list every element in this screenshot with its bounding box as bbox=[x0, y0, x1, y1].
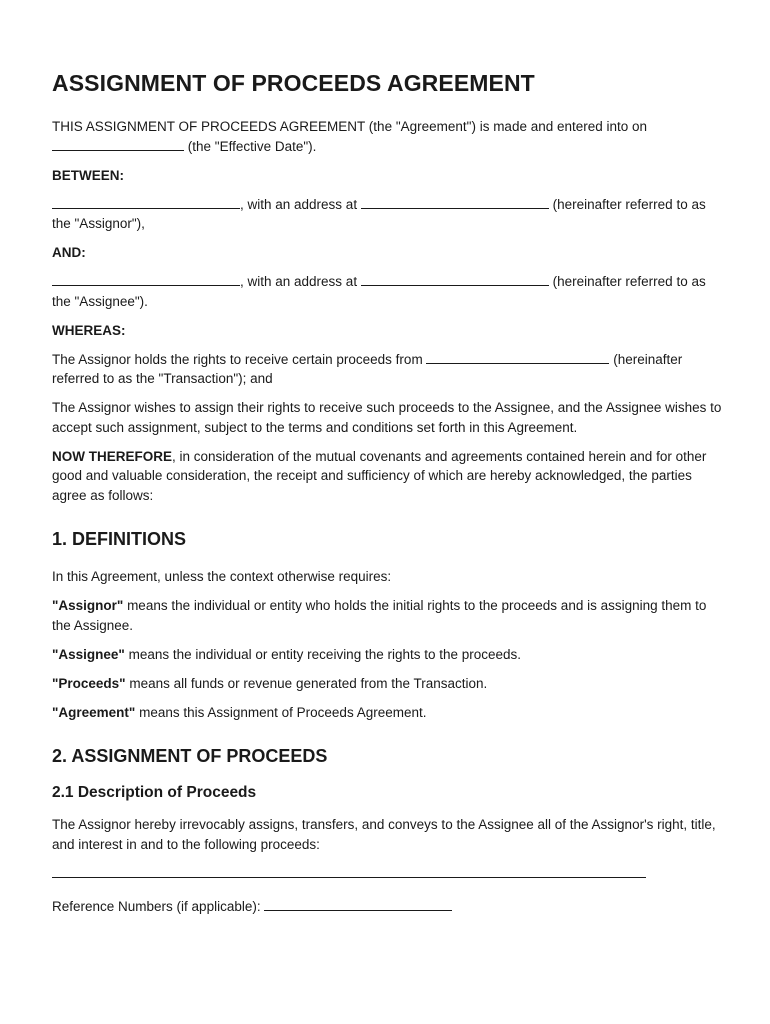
proceeds-description-blank[interactable] bbox=[52, 864, 646, 878]
definition-term: "Assignor" bbox=[52, 598, 124, 613]
assignor-paragraph bbox=[52, 195, 724, 234]
definition-item bbox=[52, 674, 724, 694]
document-title: ASSIGNMENT OF PROCEEDS AGREEMENT bbox=[52, 70, 535, 96]
intro-text-2: (the "Effective Date"). bbox=[187, 138, 317, 154]
assignor-address-blank[interactable] bbox=[361, 196, 549, 209]
whereas-1-text-2: (hereinafter referred to as the "Transaction"); and bbox=[52, 351, 683, 386]
section-2-heading: 2. ASSIGNMENT OF PROCEEDS bbox=[52, 746, 328, 766]
definition-text: means this Assignment of Proceeds Agreement. bbox=[135, 704, 427, 720]
now-therefore-text: , in consideration of the mutual covenants and agreements contained herein and for other good and valuable consideration, the receipt and sufficiency of which are hereby acknowledged, the parties agree as follows: bbox=[52, 448, 707, 503]
whereas-paragraph-1 bbox=[52, 350, 724, 389]
assignee-address-text: , with an address at bbox=[240, 274, 358, 289]
assignee-hereinafter-text: (hereinafter referred bbox=[552, 274, 673, 289]
now-therefore-bold: NOW THEREFORE bbox=[52, 448, 172, 464]
section-2-1-text: The Assignor hereby irrevocably assigns, transfers, and conveys to the Assignee all of the Assignor's right, title, and interest in and to the following proceeds: bbox=[52, 817, 716, 852]
definition-term: "Agreement" bbox=[52, 704, 136, 720]
transaction-blank[interactable] bbox=[426, 351, 609, 364]
definition-text: means all funds or revenue generated from the Transaction. bbox=[125, 675, 488, 691]
assignee-name-blank[interactable] bbox=[52, 273, 240, 286]
section-1-heading: 1. DEFINITIONS bbox=[52, 529, 187, 549]
definition-text: means the individual or entity who holds the initial rights to the proceeds and is assigning them to the Assignee. bbox=[52, 598, 707, 633]
section-2-1-heading: 2.1 Description of Proceeds bbox=[52, 784, 257, 801]
assignor-name-blank[interactable] bbox=[52, 196, 240, 209]
whereas-label: WHEREAS: bbox=[52, 322, 126, 338]
effective-date-blank[interactable] bbox=[52, 138, 184, 151]
whereas-paragraph-2: The Assignor wishes to assign their rights to receive such proceeds to the Assignee, and the Assignee wishes to accept such assignment, subject to the terms and conditions set forth in this Agreement. bbox=[52, 400, 722, 435]
intro-text: THIS ASSIGNMENT OF PROCEEDS AGREEMENT (the "Agreement") is made and entered into on bbox=[52, 119, 648, 134]
now-therefore-paragraph bbox=[52, 447, 724, 506]
between-label: BETWEEN: bbox=[52, 167, 124, 183]
and-label: AND: bbox=[52, 245, 86, 260]
definition-text: means the individual or entity receiving the rights to the proceeds. bbox=[124, 646, 522, 662]
definition-item bbox=[52, 596, 724, 635]
definition-item bbox=[52, 645, 724, 665]
assignee-tail-text: to as the "Assignee"). bbox=[52, 274, 706, 309]
whereas-1-text: The Assignor holds the rights to receive certain proceeds from bbox=[52, 351, 423, 367]
assignor-hereinafter-text: (hereinafter referred bbox=[552, 196, 673, 212]
intro-paragraph bbox=[52, 117, 724, 156]
reference-numbers-line bbox=[52, 897, 724, 917]
assignee-paragraph bbox=[52, 272, 724, 311]
document-page bbox=[52, 70, 724, 926]
definition-item bbox=[52, 703, 724, 723]
reference-numbers-label: Reference Numbers (if applicable): bbox=[52, 898, 261, 914]
definition-term: "Assignee" bbox=[52, 646, 125, 662]
reference-numbers-blank[interactable] bbox=[264, 898, 452, 911]
assignor-tail-text: to as the "Assignor"), bbox=[52, 196, 706, 231]
assignor-address-text: , with an address at bbox=[240, 196, 358, 212]
definition-term: "Proceeds" bbox=[52, 675, 126, 691]
assignee-address-blank[interactable] bbox=[361, 273, 549, 286]
definitions-intro: In this Agreement, unless the context otherwise requires: bbox=[52, 569, 392, 584]
